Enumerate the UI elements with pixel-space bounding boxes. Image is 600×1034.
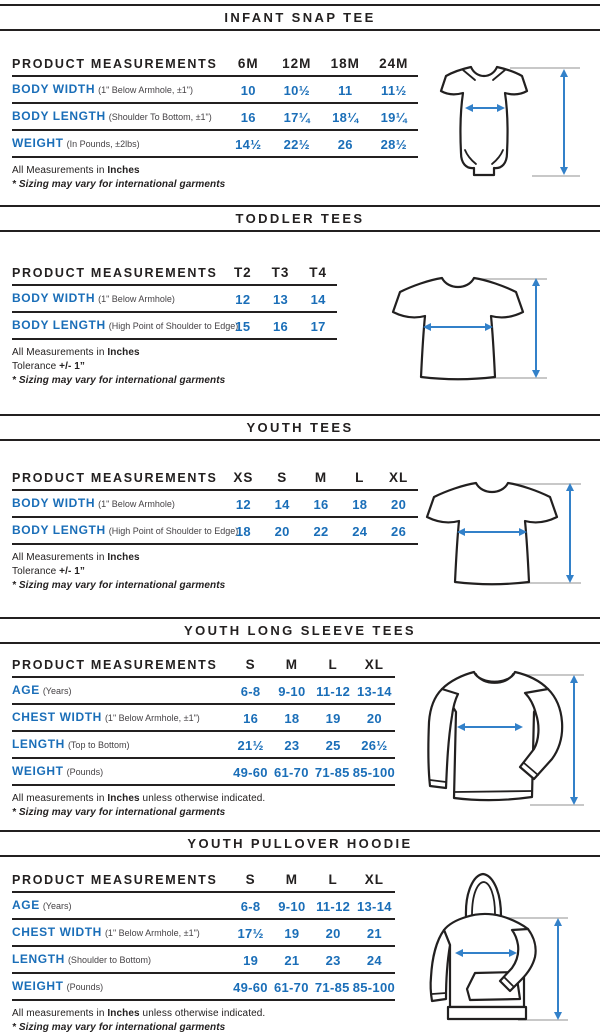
measurements-table: [12, 467, 418, 591]
cell-value: 17¼: [283, 110, 310, 125]
row-label-note: (1" Below Armhole): [98, 499, 175, 509]
left-sleeve: [431, 930, 450, 1001]
column-header: T2: [233, 265, 252, 280]
footnotes: [12, 347, 337, 386]
row-label-text: CHEST WIDTH: [12, 710, 102, 724]
cell-value: 16: [243, 711, 259, 726]
section-header: [0, 617, 600, 644]
footnote-text: All Measurements in: [12, 552, 108, 563]
cell-value: 26: [337, 137, 353, 152]
section-youth-long-sleeve-tees: [0, 617, 600, 830]
table-row: [12, 759, 395, 786]
footnote: [12, 179, 418, 190]
row-label-text: WEIGHT: [12, 136, 64, 150]
cell-value: 24: [352, 524, 368, 539]
toddler-tee-illustration: [390, 270, 550, 393]
bodysuit-outline: [441, 67, 527, 175]
cell-value: 21: [284, 953, 300, 968]
infant-bodysuit-icon: [438, 61, 586, 187]
section-title: TODDLER TEES: [235, 211, 365, 226]
footnote-text: +/- 1”: [59, 566, 86, 577]
cell-value: 23: [325, 953, 341, 968]
section-body: [0, 467, 600, 617]
cell-value: 18: [352, 497, 368, 512]
footnotes: [12, 552, 418, 591]
table-header-row: [12, 869, 395, 893]
footnote-text: All Measurements in: [12, 165, 108, 176]
column-header: T4: [309, 265, 328, 280]
row-label-note: (Shoulder to Bottom): [67, 955, 151, 965]
tshirt-icon: [390, 270, 550, 388]
row-label-note: (1" Below Armhole, ±1"): [98, 85, 193, 95]
row-label: [12, 494, 224, 512]
footnote: [12, 793, 395, 804]
cell-value: 49-60: [233, 765, 268, 780]
row-label-note: (Years): [42, 686, 72, 696]
long-sleeve-icon: [422, 664, 592, 822]
footnote-text: All measurements in: [12, 1008, 108, 1019]
row-label-note: (Top to Bottom): [67, 740, 130, 750]
cell-value: 16: [272, 319, 289, 334]
column-header: S: [245, 872, 256, 887]
length-arrow: [566, 483, 574, 583]
column-header: L: [328, 657, 338, 672]
row-label-text: CHEST WIDTH: [12, 925, 102, 939]
section-title: YOUTH LONG SLEEVE TEES: [184, 623, 416, 638]
cell-value: 13-14: [357, 899, 392, 914]
row-label-text: WEIGHT: [12, 764, 64, 778]
row-label-text: WEIGHT: [12, 979, 64, 993]
cell-value: 19¼: [380, 110, 407, 125]
footnote: [12, 807, 395, 818]
cell-value: 20: [274, 524, 290, 539]
waistband: [448, 1007, 526, 1019]
footnotes: [12, 1008, 395, 1033]
row-label: [12, 708, 230, 726]
product-measurements-label: PRODUCT MEASUREMENTS: [12, 471, 218, 485]
row-label-text: BODY WIDTH: [12, 496, 96, 510]
footnote-text: Tolerance: [12, 361, 60, 372]
tshirt-icon: [424, 475, 584, 593]
length-arrow: [554, 918, 562, 1020]
product-measurements-label: PRODUCT MEASUREMENTS: [12, 658, 218, 672]
row-label: [12, 896, 230, 914]
row-label-text: LENGTH: [12, 737, 65, 751]
column-header: XL: [364, 872, 384, 887]
cell-value: 11-12: [316, 684, 351, 699]
footnote-text: All Measurements in: [12, 347, 108, 358]
cell-value: 71-85: [314, 765, 350, 780]
section-title: YOUTH TEES: [246, 420, 354, 435]
row-label: [12, 950, 230, 968]
row-label: [12, 762, 230, 780]
footnotes: [12, 793, 395, 818]
column-header: XL: [388, 470, 409, 485]
cell-value: 10½: [283, 83, 310, 98]
table-row: [12, 77, 418, 104]
cell-value: 11-12: [316, 899, 351, 914]
row-label-text: LENGTH: [12, 952, 65, 966]
footnote-text: * Sizing may vary for international garments: [12, 580, 226, 591]
table-row: [12, 518, 418, 545]
table-row: [12, 705, 395, 732]
cell-value: 19: [243, 953, 259, 968]
footnote-text: All measurements in: [12, 793, 108, 804]
footnote-text: unless otherwise indicated.: [139, 793, 266, 804]
column-header: 24M: [379, 56, 409, 71]
section-header: [0, 4, 600, 31]
length-arrow: [570, 675, 578, 805]
cell-value: 24: [366, 953, 382, 968]
row-label: [12, 316, 239, 334]
cell-value: 26½: [361, 738, 388, 753]
tshirt-outline: [427, 483, 557, 584]
cell-value: 11½: [381, 83, 407, 98]
hoodie-icon: [426, 869, 574, 1029]
section-body: [0, 654, 600, 830]
cell-value: 25: [325, 738, 341, 753]
section-toddler-tees: [0, 205, 600, 414]
cell-value: 12: [235, 292, 251, 307]
row-label: [12, 289, 224, 307]
table-header-row: [12, 654, 395, 678]
column-header: XS: [233, 470, 254, 485]
table-row: [12, 131, 418, 158]
cell-value: 10: [240, 83, 256, 98]
footnote-text: * Sizing may vary for international garments: [12, 1022, 226, 1033]
cell-value: 85-100: [352, 765, 395, 780]
table-header-row: [12, 53, 418, 77]
tshirt-outline: [393, 278, 523, 379]
footnote-text: Tolerance: [12, 566, 60, 577]
cell-value: 28½: [380, 137, 407, 152]
cell-value: 16: [313, 497, 329, 512]
length-arrow: [560, 69, 568, 175]
cell-value: 19: [325, 711, 341, 726]
footnote: [12, 361, 337, 372]
footnote-text: Inches: [107, 347, 140, 358]
row-label-note: (Shoulder To Bottom, ±1"): [108, 112, 212, 122]
footnote: [12, 552, 418, 563]
table-row: [12, 974, 395, 1001]
row-label: [12, 80, 224, 98]
cell-value: 17½: [237, 926, 264, 941]
table-row: [12, 947, 395, 974]
column-header: M: [285, 872, 298, 887]
footnote-text: Inches: [107, 165, 140, 176]
row-label-text: AGE: [12, 898, 40, 912]
section-title: INFANT SNAP TEE: [224, 10, 376, 25]
table-row: [12, 491, 418, 518]
youth-tee-illustration: [424, 475, 584, 598]
section-body: [0, 53, 600, 205]
row-label-note: (High Point of Shoulder to Edge): [108, 321, 239, 331]
section-infant-snap-tee: [0, 4, 600, 205]
cell-value: 15: [235, 319, 251, 334]
cell-value: 13-14: [357, 684, 392, 699]
cell-value: 19: [284, 926, 300, 941]
footnote-text: * Sizing may vary for international garments: [12, 807, 226, 818]
column-header: M: [285, 657, 298, 672]
section-header: [0, 205, 600, 232]
column-header: 12M: [282, 56, 312, 71]
section-header: [0, 830, 600, 857]
table-row: [12, 893, 395, 920]
cell-value: 6-8: [240, 684, 261, 699]
column-header: L: [355, 470, 365, 485]
section-youth-pullover-hoodie: [0, 830, 600, 1031]
table-header-row: [12, 262, 337, 286]
cell-value: 71-85: [314, 980, 350, 995]
cell-value: 22½: [283, 137, 310, 152]
cell-value: 26: [391, 524, 407, 539]
column-header: L: [328, 872, 338, 887]
product-measurements-label: PRODUCT MEASUREMENTS: [12, 873, 218, 887]
footnote-text: unless otherwise indicated.: [139, 1008, 266, 1019]
product-measurements-label: PRODUCT MEASUREMENTS: [12, 57, 218, 71]
long-sleeve-tee-illustration: [422, 664, 592, 827]
row-label-note: (Pounds): [66, 767, 104, 777]
column-header: 6M: [237, 56, 259, 71]
table-row: [12, 286, 337, 313]
table-row: [12, 104, 418, 131]
length-arrow: [532, 278, 540, 378]
row-label: [12, 681, 230, 699]
cell-value: 17: [310, 319, 326, 334]
footnote: [12, 566, 418, 577]
section-title: YOUTH PULLOVER HOODIE: [187, 836, 413, 851]
row-label-note: (In Pounds, ±2lbs): [66, 139, 140, 149]
footnotes: [12, 165, 418, 190]
row-label-text: BODY WIDTH: [12, 82, 96, 96]
column-header: S: [245, 657, 256, 672]
footnote-text: Inches: [107, 793, 140, 804]
row-label: [12, 134, 224, 152]
footnote: [12, 375, 337, 386]
footnote-text: Inches: [107, 1008, 140, 1019]
footnote-text: Inches: [107, 552, 140, 563]
footnote: [12, 1008, 395, 1019]
cell-value: 18¼: [332, 110, 359, 125]
product-measurements-label: PRODUCT MEASUREMENTS: [12, 266, 218, 280]
footnote: [12, 347, 337, 358]
footnote-text: * Sizing may vary for international garments: [12, 375, 226, 386]
measurements-table: [12, 654, 395, 818]
measurements-table: [12, 53, 418, 190]
measurements-table: [12, 262, 337, 386]
row-label-text: BODY LENGTH: [12, 523, 106, 537]
row-label-text: AGE: [12, 683, 40, 697]
section-youth-tees: [0, 414, 600, 617]
row-label: [12, 521, 239, 539]
cell-value: 22: [313, 524, 329, 539]
row-label-note: (Pounds): [66, 982, 104, 992]
row-label-note: (High Point of Shoulder to Edge): [108, 526, 239, 536]
cell-value: 18: [284, 711, 300, 726]
column-header: XL: [364, 657, 384, 672]
section-body: [0, 869, 600, 1031]
row-label: [12, 107, 224, 125]
table-row: [12, 920, 395, 947]
footnote-text: * Sizing may vary for international garments: [12, 179, 226, 190]
cell-value: 61-70: [273, 980, 309, 995]
row-label: [12, 977, 230, 995]
cell-value: 16: [240, 110, 256, 125]
cell-value: 14½: [235, 137, 262, 152]
row-label-note: (1" Below Armhole, ±1"): [104, 713, 200, 723]
cell-value: 21: [366, 926, 382, 941]
footnote: [12, 580, 418, 591]
section-header: [0, 414, 600, 441]
cell-value: 18: [235, 524, 251, 539]
measurements-table: [12, 869, 395, 1033]
cell-value: 6-8: [240, 899, 261, 914]
table-header-row: [12, 467, 418, 491]
cell-value: 85-100: [352, 980, 395, 995]
row-label-text: BODY LENGTH: [12, 109, 106, 123]
footnote: [12, 1022, 395, 1033]
table-row: [12, 313, 337, 340]
row-label-note: (Years): [42, 901, 72, 911]
cell-value: 14: [310, 292, 326, 307]
row-label-note: (1" Below Armhole): [98, 294, 175, 304]
cell-value: 13: [272, 292, 289, 307]
cell-value: 23: [284, 738, 300, 753]
cell-value: 21½: [237, 738, 264, 753]
cell-value: 9-10: [278, 684, 306, 699]
cell-value: 11: [338, 83, 353, 98]
row-label: [12, 735, 230, 753]
cell-value: 9-10: [278, 899, 306, 914]
cell-value: 20: [325, 926, 341, 941]
cell-value: 14: [274, 497, 290, 512]
infant-bodysuit-illustration: [438, 61, 586, 192]
column-header: 18M: [330, 56, 360, 71]
left-cuff-line: [432, 993, 446, 994]
cell-value: 61-70: [273, 765, 309, 780]
section-body: [0, 262, 600, 414]
cell-value: 20: [366, 711, 382, 726]
cell-value: 20: [391, 497, 407, 512]
row-label-text: BODY WIDTH: [12, 291, 96, 305]
row-label-note: (1" Below Armhole, ±1"): [104, 928, 200, 938]
column-header: S: [277, 470, 288, 485]
table-row: [12, 678, 395, 705]
footnote: [12, 165, 418, 176]
column-header: T3: [271, 265, 290, 280]
footnote-text: +/- 1”: [59, 361, 86, 372]
hoodie-illustration: [426, 869, 574, 1034]
cell-value: 12: [235, 497, 251, 512]
table-row: [12, 732, 395, 759]
row-label-text: BODY LENGTH: [12, 318, 106, 332]
hem-line: [454, 791, 532, 792]
cell-value: 49-60: [233, 980, 268, 995]
column-header: M: [314, 470, 328, 485]
